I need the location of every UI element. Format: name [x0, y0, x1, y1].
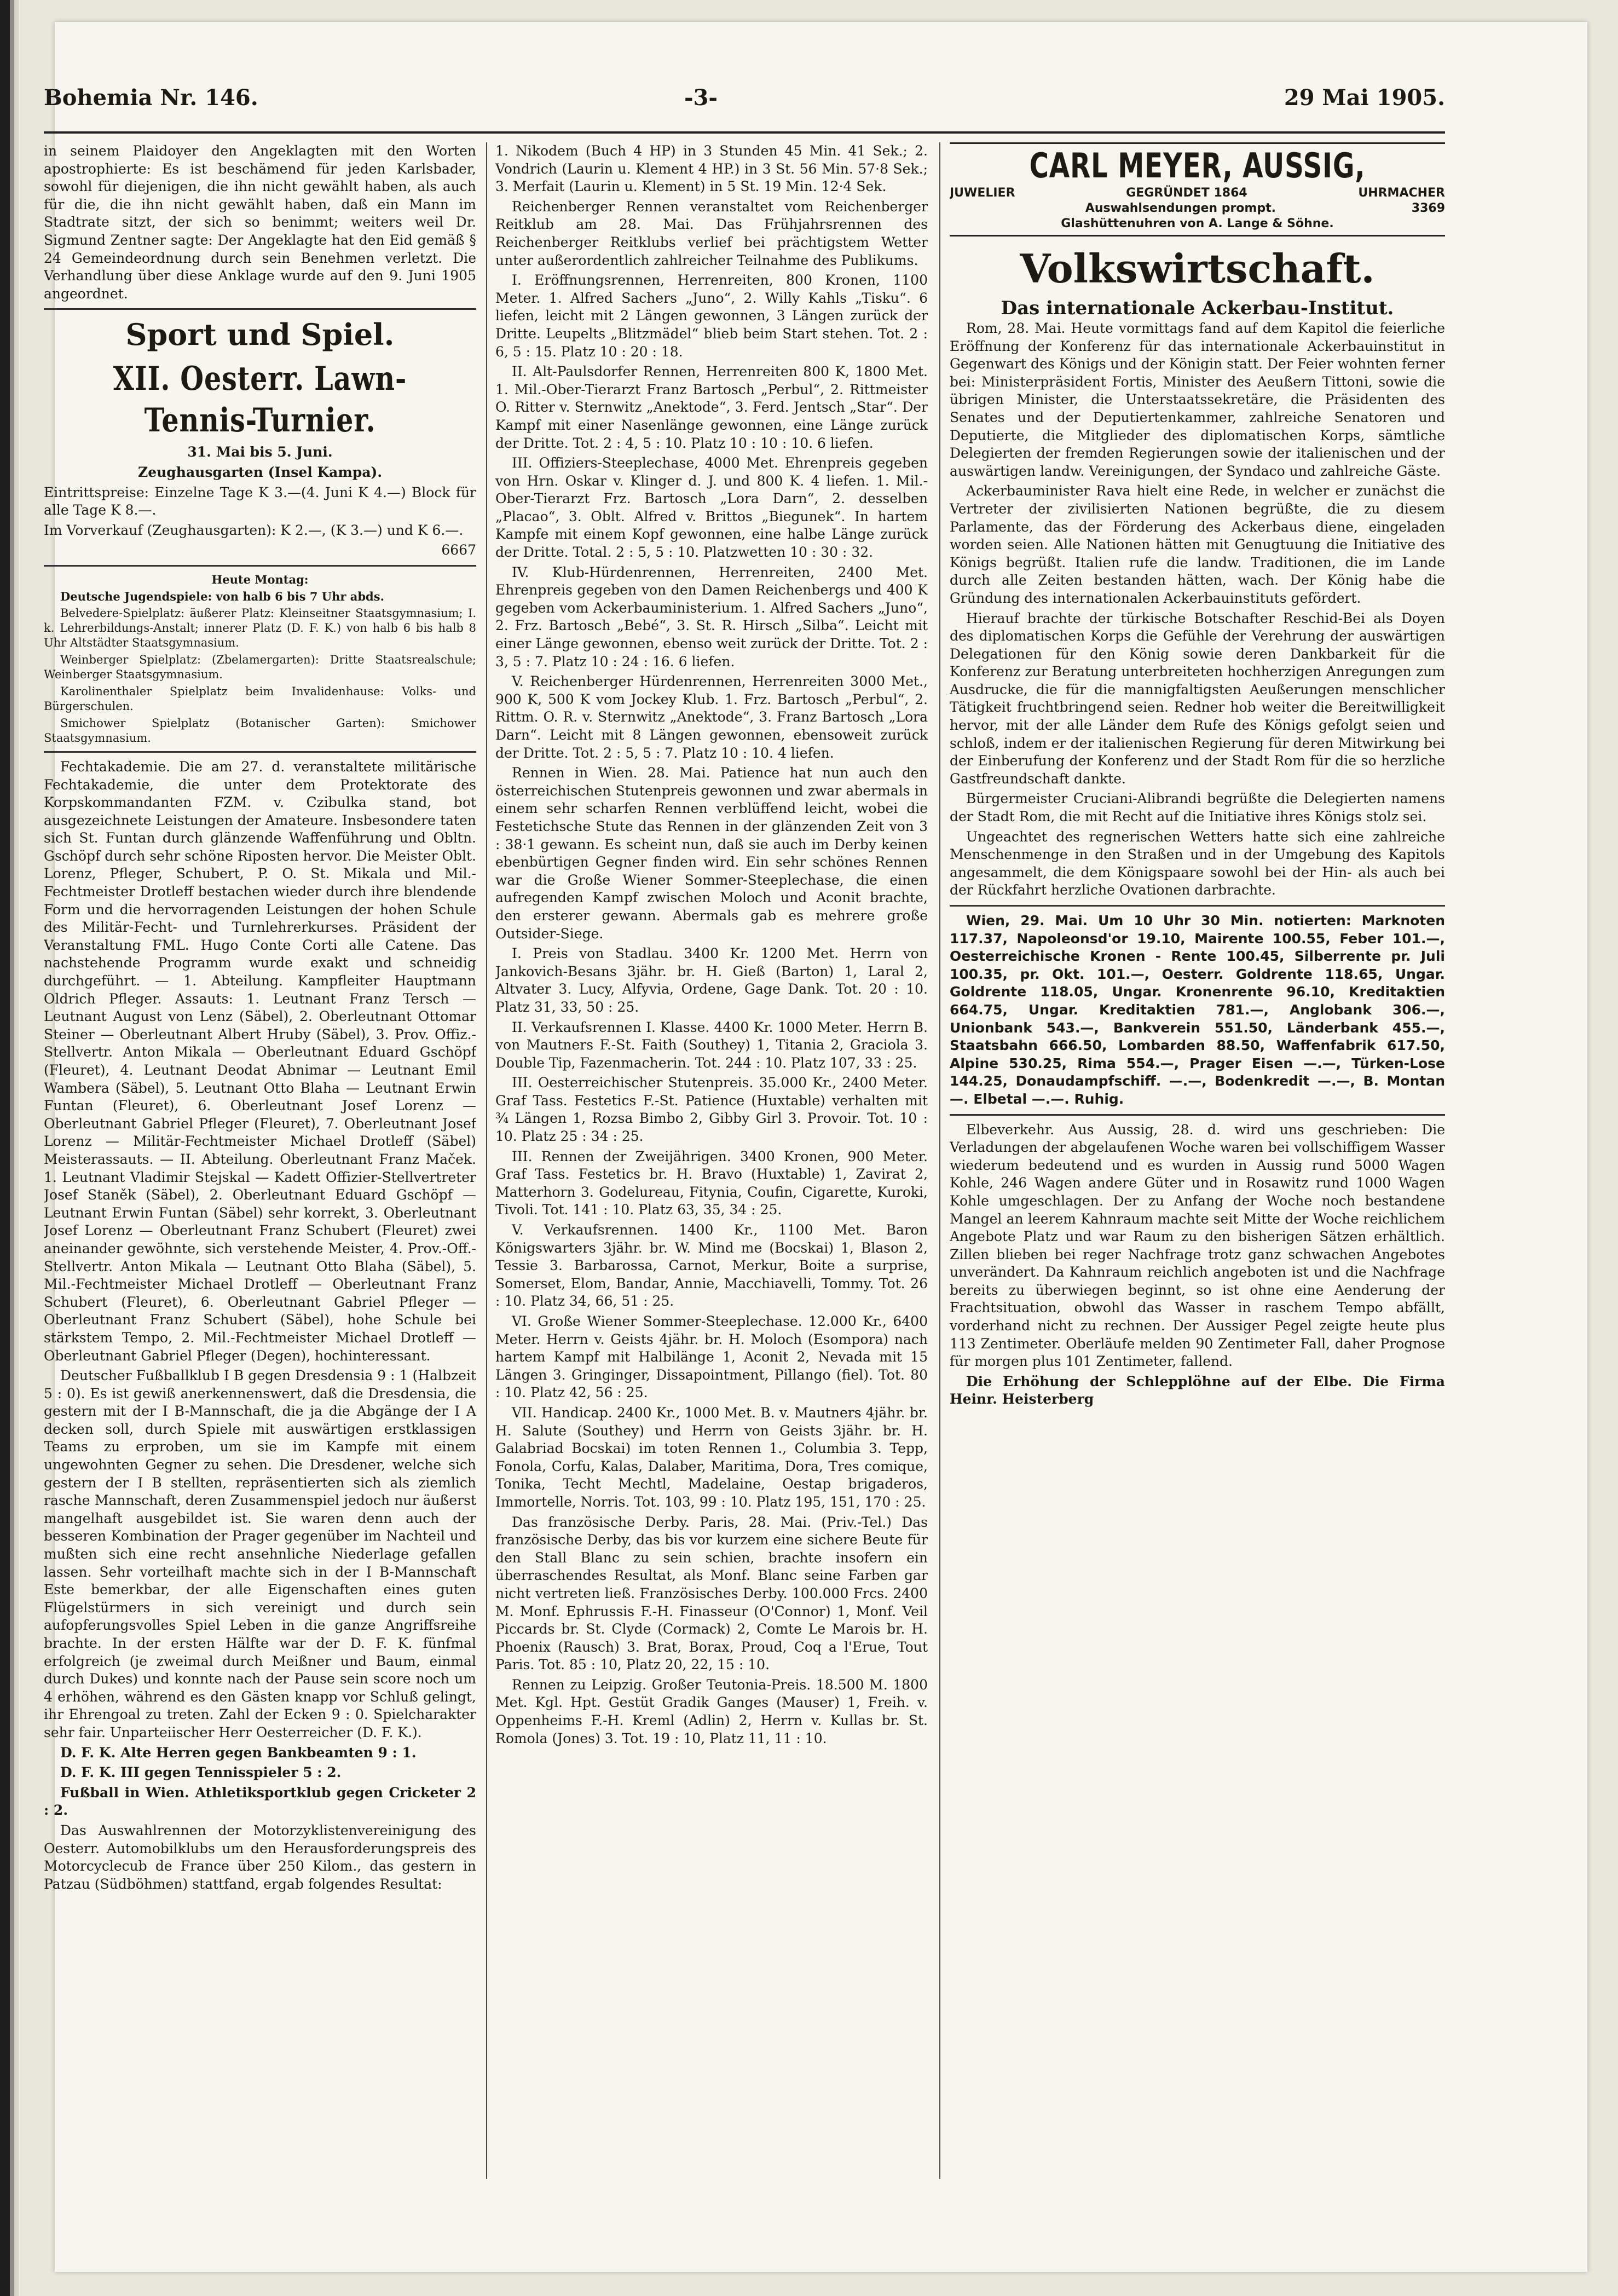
vienna-race-3: III. Oesterreichischer Stutenpreis. 35.000 Kr., 2400 Meter. Graf Tass. Festetics F.-St. Patience (Huxtable) verhalten mit ¾ Längen 1, Rozsa Bimbo 2, Gibby Girl 3. Provoir. Tot. 10 : 10. Platz 25 : 34 : 25. — [495, 1075, 928, 1145]
tournament-venue: Zeughausgarten (Insel Kampa). — [137, 464, 383, 480]
vienna-football-result: Fußball in Wien. Athletiksportklub gegen Cricketer 2 : 2. — [44, 1784, 476, 1819]
section-title-sport: Sport und Spiel. — [125, 317, 395, 353]
rome-paragraph-3: Hierauf brachte der türkische Botschafter Reschid-Bei als Doyen des diplomatischen Korps die Gefühle der Verehrung der auswärtigen Delegationen für den König sowie deren Dankbarkeit für die Konferenz zur Beratung unterbreiteten hochherzigen Anregungen zum Ausdrucke, die für die mannigfaltigsten Aeußerungen menschlicher Tätigkeit fruchtbringend seien. Redner hob weiter die Bereitwilligkeit hervor, mit der alle Länder dem Rufe des Königs gefolgt seien und schloß, indem er der italienischen Regierung für deren Mitwirkung bei der Einberufung der Konferenz und der Stadt Rom für die so herzliche Gastfreundschaft dankte. — [950, 610, 1445, 787]
dfk3-result: D. F. K. III gegen Tennisspieler 5 : 2. — [60, 1764, 342, 1781]
football-report: Deutscher Fußballklub I B gegen Dresdensia 9 : 1 (Halbzeit 5 : 0). Es ist gewiß anerkennenswert, daß die Dresdensia, die gestern mit der I B-Mannschaft, die ja die Abgänge der I A decken soll, durch Spiele mit auswärtigen erstklassigen Teams zu erproben, um sie im Kampfe mit einem ungewohnten Gegner zu sehen. Die Dresdener, welche sich gestern der I B stellten, repräsentierten sich als ziemlich rasche Mannschaft, deren Zusammenspiel jedoch nur äußerst mangelhaft ausgebildet ist. Sie waren denn auch der besseren Kombination der Prager gegenüber im Nachteil und mußten sich eine recht ansehnliche Niederlage gefallen lassen. Sehr vorteilhaft machte sich in der I B-Mannschaft Este bemerkbar, der alle Eigenschaften eines guten Flügelstürmers in sich vereinigt und durch sein aufopferungsvolles Spiel Leben in die ganze Angriffsreihe brachte. In der ersten Hälfte war der D. F. K. fünfmal erfolgreich (je zweimal durch Meißner und Baum, einmal durch Dukes) und konnte nach der Pause sein score noch um 4 erhöhen, während es den Gästen knapp vor Schluß gelingt, ihr Ehrengoal zu treten. Zahl der Ecken 9 : 0. Spielcharakter sehr fair. Unparteiischer Herr Oesterreicher (D. F. K.). — [44, 1368, 476, 1740]
karolinenthal-field: Karolinenthaler Spielplatz beim Invalidenhause: Volks- und Bürgerschulen. — [44, 684, 476, 713]
vienna-race-2: II. Verkaufsrennen I. Klasse. 4400 Kr. 1000 Meter. Herrn B. von Mautners F.-St. Faith (Southey) 1, Titania 2, Graciola 3. Double Tip, Fazenmacherin. Tot. 244 : 10. Platz 107, 33 : 25. — [495, 1019, 928, 1071]
admission-prices: Eintrittspreise: Einzelne Tage K 3.—(4. Juni K 4.—) Block für alle Tage K 8.—. — [44, 484, 476, 518]
court-report-tail: in seinem Plaidoyer den Angeklagten mit den Worten apostrophierte: Es ist beschämend für jeden Karlsbader, sowohl für diejenigen, die ihn nicht gewählt haben, als auch für die, die ihn nicht gewählt haben, daß ein Mann im Stadtrate sitzt, der sich so benimmt; weiters weil Dr. Sigmund Zentner sagte: Der Angeklagte hat den Eid gemäß § 24 Gemeindeordnung durch sein Benehmen verletzt. Die Verhandlung über diese Anklage wurde auf den 9. Juni 1905 angeordnet. — [44, 143, 476, 302]
vienna-market-quotes: Wien, 29. Mai. Um 10 Uhr 30 Min. notierten: Marknoten 117.37, Napoleonsd'or 19.10, Mairente 100.55, Feber 101.—, Oesterreichische Kronen - Rente 100.45, Silberrente pr. Juli 100.35, pr. Okt. 101.—, Oesterr. Goldrente 118.65, Ungar. Goldrente 118.05, Ungar. Kronenrente 96.10, Kreditaktien 664.75, Ungar. Kreditaktien 781.—, Anglobank 306.—, Unionbank 543.—, Bankverein 551.50, Länderbank 455.—, Staatsbahn 666.50, Lombarden 88.50, Waffenfabrik 617.50, Alpine 530.25, Rima 554.—, Prager Eisen —.—, Türken-Lose 144.25, Donaudampfschiff. —.—, Bodenkredit —.—, B. Montan —. Elbetal —.—. Ruhig. — [950, 913, 1445, 1107]
column-1 — [44, 142, 476, 2179]
page-number: -3- — [684, 85, 718, 111]
divider — [950, 1114, 1445, 1116]
divider — [44, 565, 476, 567]
leipzig-races-report: Rennen zu Leipzig. Großer Teutonia-Preis. 18.500 M. 1800 Met. Kgl. Hpt. Gestüt Gradik Ganges (Mauser) 1, Freih. v. Oppenheims F.-H. Kreml (Adlin) 2, Herrn v. Kullas br. St. Romola (Jones) 3. Tot. 19 : 10, Platz 11, 11 : 10. — [495, 1676, 928, 1746]
ad-watches-line: Glashüttenuhren von A. Lange & Söhne. — [1061, 217, 1334, 230]
ad-code: 3369 — [1411, 201, 1445, 215]
divider — [44, 751, 476, 753]
jeweler-advertisement — [950, 142, 1445, 236]
vienna-race-1: I. Preis von Stadlau. 3400 Kr. 1200 Met. Herrn von Jankovich-Besans 3jähr. br. H. Gieß (Barton) 1, Laral 2, Altvater 3. Lucy, Alfyvia, Ordene, Gage Dank. Tot. 20 : 10. Platz 31, 33, 50 : 25. — [495, 945, 928, 1015]
paper-name-issue: Bohemia Nr. 146. — [44, 85, 258, 111]
reichenberg-race-5: V. Reichenberger Hürdenrennen, Herrenreiten 3000 Met., 900 K, 500 K vom Jockey Klub. 1. Frz. Bartosch „Perbul“, 2. Rittm. O. R. v. Sternwitz „Anektode“, 3. Franz Bartosch „Lora Darn“. Leicht mit 8 Längen gewonnen, ebensoweit zurück der Dritte. Tot. 2 : 5, 5 : 7. Platz 10 : 10. 4 liefen. — [495, 673, 928, 761]
divider — [950, 905, 1445, 907]
rome-paragraph-4: Bürgermeister Cruciani-Alibrandi begrüßte die Delegierten namens der Stadt Rom, die mit Recht auf die Initiative ihres Königs stolz sei. — [950, 791, 1445, 825]
french-derby-report: Das französische Derby. Paris, 28. Mai. (Priv.-Tel.) Das französische Derby, das bis vor kurzem eine sichere Beute für den Stall Blanc zu sein schien, brachte insofern ein überraschendes Resultat, als Monf. Blanc seine Farben gar nicht vertreten ließ. Französisches Derby. 100.000 Frcs. 2400 M. Monf. Ephrussis F.-H. Finasseur (O'Connor) 1, Monf. Veil Piccards br. St. Clyde (Cormack) 2, Comte Le Marois br. H. Phoenix (Rausch) 3. Brat, Borax, Proud, Coq a l'Erue, Tout Paris. Tot. 85 : 10, Platz 20, 22, 15 : 10. — [495, 1514, 928, 1673]
vienna-race-6: VI. Große Wiener Sommer-Steeplechase. 12.000 Kr., 6400 Meter. Herrn v. Geists 4jähr. br. H. Moloch (Esompora) nach hartem Kampf mit Halbilänge 1, Aconit 2, Nevada mit 15 Längen 3. Gringinger, Dissapointment, Pillango (fiel). Tot. 80 : 10. Platz 42, 56 : 25. — [495, 1313, 928, 1401]
weinberg-field: Weinberger Spielplatz: (Zbelamergarten): Dritte Staatsrealschule; Weinberger Staatsgymnasium. — [44, 653, 476, 681]
tournament-dates: 31. Mai bis 5. Juni. — [187, 444, 333, 460]
fencing-report: Fechtakademie. Die am 27. d. veranstaltete militärische Fechtakademie, die unter dem Protektorate des Korpskommandanten FZM. v. Czibulka stand, bot ausgezeichnete Leistungen der Amateure. Insbesondere taten sich St. Funtan durch glänzende Waffenführung und Obltn. Gschöpf durch sehr schöne Riposten hervor. Die Meister Oblt. Lorenz, Pfleger, Schubert, P. O. St. Mikala und Mil.-Fechtmeister Drotleff bestachen wieder durch ihre blendende Form und die hervorragenden Leistungen der hohen Schule des Militär-Fecht- und Turnlehrerkurses. Präsident der Veranstaltung FML. Hugo Conte Corti alle Catene. Das nachstehende Programm wurde exakt und schneidig durchgeführt. — 1. Abteilung. Kampfleiter Hauptmann Oldrich Pfleger. Assauts: 1. Leutnant Franz Tersch — Leutnant August von Lenz (Säbel), 2. Oberleutnant Ottomar Steiner — Oberleutnant Albert Hruby (Säbel), 3. Prov. Offiz.-Stellvertr. Anton Mikala — Oberleutnant Eduard Gschöpf (Fleuret), 4. Leutnant Deodat Abnimar — Leutnant Emil Wambera (Säbel), 5. Leutnant Otto Blaha — Leutnant Erwin Funtan (Fleuret), 6. Oberleutnant Josef Lorenz — Oberleutnant Gabriel Pfleger (Fleuret), 7. Oberleutnant Josef Lorenz — Militär-Fechtmeister Michael Drotleff (Säbel) Meisterassauts. — II. Abteilung. Oberleutnant Franz Maček. 1. Leutnant Vladimir Stejskal — Kadett Offizier-Stellvertreter Josef Staněk (Säbel), 2. Oberleutnant Eduard Gschöpf — Leutnant Erwin Funtan (Säbel) sehr korrekt, 3. Oberleutnant Josef Lorenz — Oberleutnant Franz Schubert (Fleuret) zwei aneinander gewöhnte, sich verstehende Meister, 4. Prov.-Off.-Stellvertr. Anton Mikala — Leutnant Otto Blaha (Säbel), 5. Mil.-Fechtmeister Michael Drotleff — Oberleutnant Franz Schubert (Fleuret), 6. Oberleutnant Gabriel Pfleger — Oberleutnant Franz Schubert (Säbel), hohe Schule bei stärkstem Tempo, 2. Mil.-Fechtmeister Michael Drotleff — Oberleutnant Gabriel Pfleger (Degen), hochinteressant. — [44, 758, 476, 1364]
vienna-race-5: V. Verkaufsrennen. 1400 Kr., 1100 Met. Baron Königswarters 3jähr. br. W. Mind me (Bocskai) 1, Blason 2, Tessie 3. Barbarossa, Carnot, Merkur, Boite a surprise, Somerset, Elom, Bandar, Annie, Macchiavelli, Tommy. Tot. 26 : 10. Platz 34, 66, 51 : 25. — [495, 1222, 928, 1309]
reichenberg-race-4: IV. Klub-Hürdenrennen, Herrenreiten, 2400 Met. Ehrenpreis gegeben von den Damen Reichenbergs und 400 K gegeben vom Ackerbauministerium. 1. Alfred Sachers „Juno“, 2. Frz. Bartosch „Bebé“, 3. St. R. Hirsch „Silba“. Leicht mit einer Länge gewonnen, ebenso weit zurück der Dritte. Tot. 2 : 3, 5 : 7. Platz 10 : 24 : 16. 6 liefen. — [495, 564, 928, 670]
rome-paragraph-2: Ackerbauminister Rava hielt eine Rede, in welcher er zunächst die Vertreter der zivilisierten Nationen begrüßte, die zu diesem Parlamente, das der Förderung des Ackerbaus diene, eingeladen worden seien. Alle Nationen hätten mit Genugtuung die Initiative des Königs begrüßt. Italien rufe die landw. Traditionen, die im Lande durch alle Zeiten bestanden hätten, wach. Der König habe die Gründung des internationalen Ackerbauinstituts gefördert. — [950, 483, 1445, 606]
vienna-race-7: VII. Handicap. 2400 Kr., 1000 Met. B. v. Mautners 4jähr. br. H. Salute (Southey) und Herrn von Geists 3jähr. br. H. Galabriad Bocskai) im toten Rennen 1., Columbia 3. Tepp, Fonola, Corfu, Kalas, Dalaber, Maritima, Dora, Tres comique, Tonika, Techt Mechtl, Madelaine, Oestap brigaderos, Immortelle, Norris. Tot. 103, 99 : 10. Platz 195, 151, 170 : 25. — [495, 1404, 928, 1510]
tennis-tournament-title: XII. Oesterr. Lawn-Tennis-Turnier. — [113, 360, 407, 440]
issue-date: 29 Mai 1905. — [1284, 85, 1445, 111]
reichenberg-races-intro: Reichenberger Rennen veranstaltet vom Reichenberger Reitklub am 28. Mai. Das Frühjahrsrennen des Reichenberger Reitklubs verlief bei prächtigstem Wetter unter außerordentlich zahlreicher Teilnahme des Publikums. — [495, 198, 928, 268]
motorcycle-race-report: Das Auswahlrennen der Motorzyklistenvereinigung des Oesterr. Automobilklubs um den Herausforderungspreis des Motorcyclecub de France über 250 Kilom., das gestern in Patzau (Südböhmen) stattfand, ergab folgendes Resultat: — [44, 1822, 476, 1892]
motorcycle-results: 1. Nikodem (Buch 4 HP) in 3 Stunden 45 Min. 41 Sek.; 2. Vondrich (Laurin u. Klement 4 HP.) in 3 St. 56 Min. 57·8 Sek.; 3. Merfait (Laurin u. Klement) in 5 St. 19 Min. 12·4 Sek. — [495, 143, 928, 195]
section-title-economy: Volkswirtschaft. — [1020, 245, 1375, 292]
column-rule — [939, 142, 940, 2179]
ad-watchmaker-label: UHRMACHER — [1358, 186, 1445, 200]
vienna-races-intro: Rennen in Wien. 28. Mai. Patience hat nun auch den österreichischen Stutenpreis gewonnen und zwar abermals in einem sehr scharfen Rennen verblüffend leicht, wobei die Festetichsche Stute das Rennen in der glänzenden Zeit von 3 : 38·1 gewann. Es scheint nun, daß sie auch im Derby keinen ebenbürtigen Gegner finden wird. Ein sehr schönes Rennen war die Große Wiener Sommer-Steeplechase, die einen aufregenden Kampf zwischen Moloch und Aconit brachte, den ersterer gewann. Abermals gab es mehrere große Outsider-Siege. — [495, 765, 928, 942]
reichenberg-race-3: III. Offiziers-Steeplechase, 4000 Met. Ehrenpreis gegeben von Hrn. Oskar v. Klinger d. J. und 800 K. 4 liefen. 1. Mil.-Ober-Tierarzt Frz. Bartosch „Lora Darn“, 2. desselben „Placao“, 3. Oblt. Alfred v. Brittos „Biegunek“. In hartem Kampfe mit einem Kopf gewonnen, eine halbe Länge zurück der Dritte. Total. 2 : 5, 5 : 10. Platzwetten 10 : 30 : 32. — [495, 455, 928, 561]
column-rule — [486, 142, 487, 2179]
article-title-agriculture-institute: Das internationale Ackerbau-Institut. — [1001, 297, 1394, 319]
presale-prices: Im Vorverkauf (Zeughausgarten): K 2.—, (K 3.—) und K 6.—. — [44, 522, 464, 538]
ad-selection-line: Auswahlsendungen prompt. — [1085, 201, 1276, 215]
running-header — [44, 85, 1445, 129]
elbe-towage-heading: Die Erhöhung der Schlepplöhne auf der Elbe. Die Firma Heinr. Heisterberg — [950, 1373, 1445, 1407]
old-boys-result: D. F. K. Alte Herren gegen Bankbeamten 9 : 1. — [60, 1744, 417, 1761]
ad-founded-label: GEGRÜNDET 1864 — [1126, 186, 1247, 200]
reichenberg-race-1: I. Eröffnungsrennen, Herrenreiten, 800 Kronen, 1100 Meter. 1. Alfred Sachers „Juno“, 2. Willy Kahls „Tisku“. 6 liefen, leicht mit 2 Längen gewonnen, 3 Längen zurück der Dritte. Leupelts „Blitzmädel“ blieb beim Start stehen. Tot. 2 : 6, 5 : 15. Platz 10 : 20 : 18. — [495, 272, 928, 360]
column-2 — [495, 142, 928, 2179]
elbe-traffic-report: Elbeverkehr. Aus Aussig, 28. d. wird uns geschrieben: Die Verladungen der abgelaufenen Woche waren bei vollschiffigem Wasser wiederum bedeutend und es wurden in Aussig rund 5000 Wagen Kohle, 246 Wagen andere Güter und in Rosawitz rund 1000 Wagen Kohle umgeschlagen. Der zu Anfang der Woche noch bestandene Mangel an leerem Kahnraum machte seit Mitte der Woche reichlichem Angebote Platz und war Raum zu den bisherigen Sätzen erhältlich. Zillen blieben bei reger Nachfrage trotz ganz schwachen Angebotes unverändert. Da Kahnraum reichlich angeboten ist und die Nachfrage bereits zu überwiegen beginnt, so ist ohne eine Aenderung der Frachtsituation, obwohl das Wasser in raschem Tempo abfällt, vorderhand nicht zu rechnen. Der Aussiger Pegel zeigte heute plus 113 Zentimeter. Oberläufe melden 90 Zentimeter Fall, daher Prognose für morgen plus 101 Zentimeter, fallend. — [950, 1121, 1445, 1370]
ad-number: 6667 — [441, 542, 476, 558]
header-rule — [44, 131, 1445, 134]
belvedere-field: Belvedere-Spielplatz: äußerer Platz: Kleinseitner Staatsgymnasium; I. k. Lehrerbildungs-Anstalt; innerer Platz (D. F. K.) von halb 6 bis halb 8 Uhr Altstädter Staatsgymnasium. — [44, 606, 476, 649]
vienna-race-4: III. Rennen der Zweijährigen. 3400 Kronen, 900 Meter. Graf Tass. Festetics br. H. Bravo (Huxtable) 1, Zavirat 2, Matterhorn 3. Godelureau, Fitynia, Coufin, Cigarette, Kuroki, Tivoli. Tot. 141 : 10. Platz 63, 35, 34 : 25. — [495, 1148, 928, 1218]
ad-company-name: CARL MEYER, AUSSIG, — [1029, 146, 1366, 186]
monday-heading: Heute Montag: — [211, 572, 309, 586]
rome-paragraph-5: Ungeachtet des regnerischen Wetters hatte sich eine zahlreiche Menschenmenge in den Straßen und in der Umgebung des Kapitols angesammelt, die dem Königspaare sowohl bei der Hin- als auch bei der Rückfahrt herzliche Ovationen darbrachte. — [950, 828, 1445, 898]
smichow-field: Smichower Spielplatz (Botanischer Garten): Smichower Staatsgymnasium. — [44, 716, 476, 745]
rome-paragraph-1: Rom, 28. Mai. Heute vormittags fand auf dem Kapitol die feierliche Eröffnung der Konferenz für das internationale Ackerbauinstitut in Gegenwart des Königs und der Königin statt. Der Feier wohnten ferner bei: Ministerpräsident Fortis, Minister des Aeußern Tittoni, sowie die übrigen Minister, die Unterstaatssekretäre, die Präsidenten des Senates und der Deputiertenkammer, zahlreiche Senatoren und Deputierte, die Mitglieder des diplomatischen Korps, sämtliche Delegierten der fremden Regierungen sowie der italienischen und der auswärtigen landw. Vereinigungen, der Syndaco und zahlreiche Gäste. — [950, 320, 1445, 479]
reichenberg-race-2: II. Alt-Paulsdorfer Rennen, Herrenreiten 800 K, 1800 Met. 1. Mil.-Ober-Tierarzt Franz Bartosch „Perbul“, 2. Rittmeister O. Ritter v. Sternwitz „Anektode“, 3. Ferd. Jentsch „Star“. Der Kampf mit einer Nasenlänge gewonnen, eine Länge zurück der Dritte. Tot. 2 : 4, 5 : 10. Platz 10 : 10 : 10. 6 liefen. — [495, 364, 928, 451]
divider — [44, 308, 476, 310]
binding-edge — [0, 0, 19, 2296]
youth-games: Deutsche Jugendspiele: von halb 6 bis 7 Uhr abds. — [60, 589, 384, 603]
column-3 — [950, 142, 1445, 2179]
ad-jeweler-label: JUWELIER — [950, 186, 1015, 200]
